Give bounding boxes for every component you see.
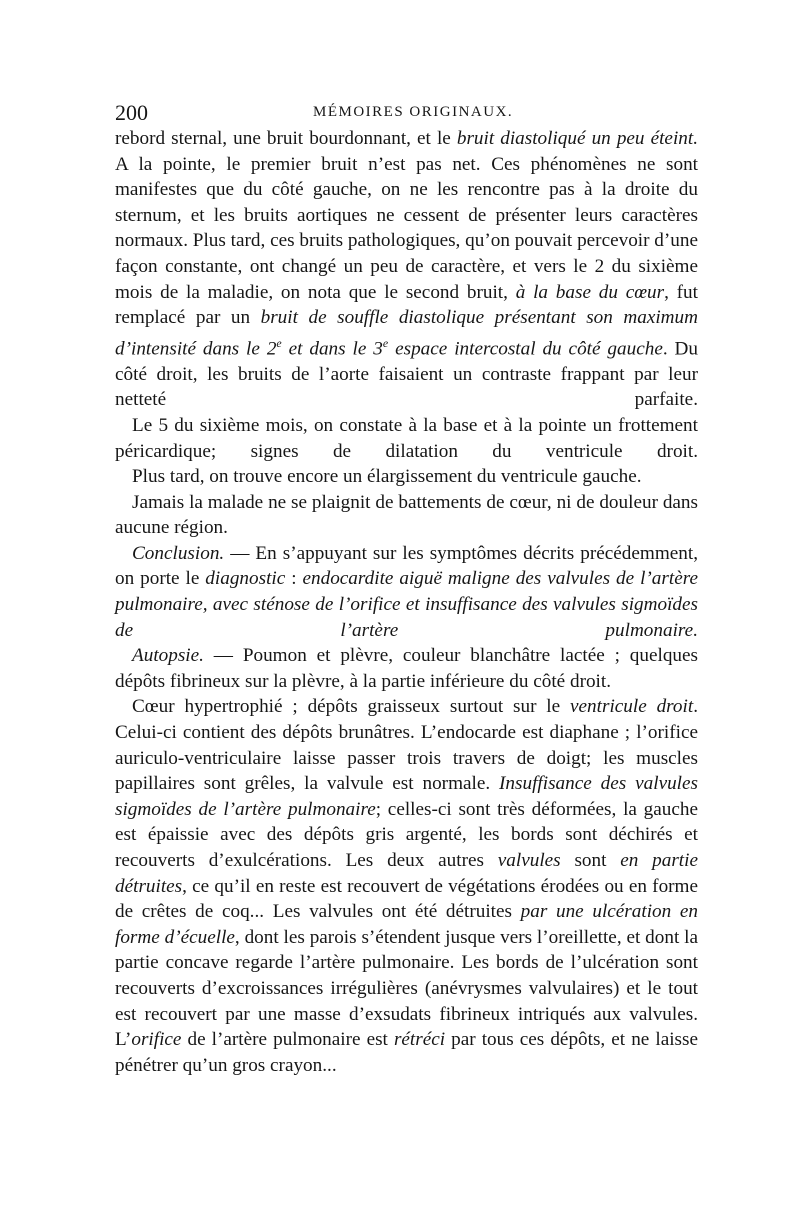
text-run: par tous ces dépôts, et ne laisse pénétrer qu’un gros crayon...: [115, 1029, 698, 1076]
italic-text: en partie détruites: [115, 850, 698, 897]
italic-text: Conclusion.: [132, 542, 225, 564]
text-run: . Du côté droit, les bruits de l’aorte faisaient un contraste frappant par leur netteté parfaite.: [115, 338, 699, 411]
body-text: [115, 126, 698, 1078]
text-run: Cœur hypertrophié ; dépôts graisseux surtout sur le: [132, 696, 571, 718]
italic-text: Autopsie.: [132, 645, 204, 667]
italic-text: bruit de souffle diastolique présentant son maximum d’intensité dans le 2: [115, 307, 698, 360]
text-run: A la pointe, le premier bruit n’est pas net. Ces phénomènes ne sont manifestes que du côté gauche, on ne les rencontre pas à la droite du sternum, et les bruits aortiques ne cessent de présenter leurs caractères normaux. Plus tard, ces bruits pathologiques, qu’on pouvait percevoir d’une façon constante, ont changé un peu de caractère, et vers le 2 du sixième mois de la maladie, on nota que le second bruit,: [115, 153, 698, 303]
text-run: rebord sternal, une bruit bourdonnant, et le: [115, 128, 457, 149]
paragraph: [115, 694, 698, 1078]
paragraph: [115, 541, 698, 643]
italic-text: rétréci: [393, 1029, 446, 1051]
text-run: — Poumon et plèvre, couleur blanchâtre lactée ; quelques dépôts fibrineux sur la plèvre, à la partie inférieure du côté droit.: [115, 645, 698, 692]
italic-text: valvules: [497, 850, 561, 872]
superscript-text: e: [276, 335, 282, 350]
italic-text: espace intercostal du côté gauche: [388, 338, 663, 360]
italic-text: diagnostic: [205, 568, 286, 590]
italic-text: par une ulcération en forme d’écuelle: [115, 901, 698, 948]
paragraph: [115, 464, 698, 490]
italic-text: ventricule droit: [570, 696, 694, 718]
text-run: Jamais la malade ne se plaignit de battements de cœur, ni de douleur dans aucune région.: [115, 491, 698, 539]
paragraph: [115, 490, 698, 541]
italic-text: bruit diastoliqué un peu éteint.: [456, 128, 698, 149]
paragraph: [115, 413, 698, 464]
italic-text: et dans le 3: [281, 338, 383, 360]
text-run: , dont les parois s’étendent jusque vers l’oreillette, et dont la partie concave regarde l’artère pulmonaire. Les bords de l’ulcération sont recouverts d’excroissances irrégulières (anévrysmes valvulaires) et le tout est recouvert par une masse d’exsudats fibrineux intriqués aux valvules. L’: [115, 926, 698, 1051]
italic-text: Insuffisance des valvules sigmoïdes de l’artère pulmonaire: [115, 773, 698, 820]
text-run: . Celui-ci contient des dépôts brunâtres. L’endocarde est diaphane ; l’orifice auriculo-ventriculaire laisse passer trois travers de doigt; les muscles papillaires sont grêles, la valvule est normale.: [115, 696, 698, 795]
text-run: , ce qu’il en reste est recouvert de végétations érodées ou en forme de crêtes de coq... Les valvules ont été détruites: [115, 875, 698, 923]
superscript-text: e: [382, 335, 389, 350]
text-run: Le 5 du sixième mois, on constate à la base et à la pointe un frottement péricardique; signes de dilatation du ventricule droit.: [115, 414, 698, 462]
text-run: sont: [560, 850, 621, 872]
paragraph: [115, 126, 698, 413]
text-run: de l’artère pulmonaire est: [181, 1029, 394, 1051]
paragraph: [115, 643, 698, 694]
text-run: Plus tard, on trouve encore un élargissement du ventricule gauche.: [132, 466, 642, 488]
text-run: :: [285, 568, 303, 590]
text-run: — En s’appuyant sur les symptômes décrits précédemment, on porte le: [115, 542, 698, 590]
italic-text: endocardite aiguë maligne des valvules de l’artère pulmonaire, avec sténose de l’orifice et insuffisance des valvules sigmoïdes de l’artère pulmonaire.: [115, 568, 698, 641]
text-run: , fut remplacé par un: [115, 281, 698, 329]
italic-text: orifice: [131, 1029, 182, 1051]
running-head: MÉMOIRES ORIGINAUX.: [313, 104, 514, 120]
text-run: ; celles-ci sont très déformées, la gauche est épaissie avec des dépôts gris argenté, les bords sont déchirés et recouverts d’exulcérations. Les deux autres: [115, 798, 698, 872]
italic-text: à la base du cœur: [515, 281, 665, 303]
page-number: 200: [115, 100, 148, 125]
